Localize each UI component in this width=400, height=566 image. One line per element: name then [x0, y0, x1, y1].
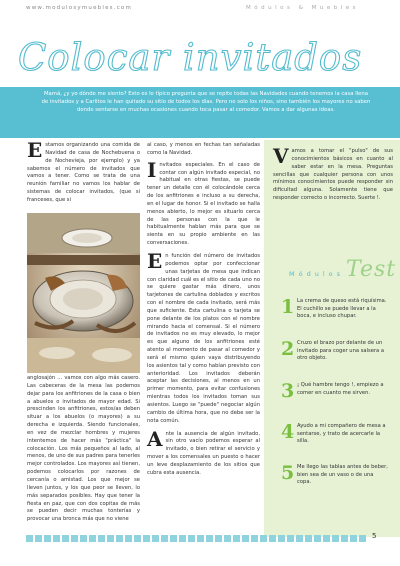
site-url: www.modulosymuebles.com	[26, 5, 133, 11]
column-1-top	[27, 138, 140, 205]
paragraph: anglosajón ... vamos con algo más casero. Las cabeceras de la mesa las podemos dejar para los anfitriones de la casa o bien a abuelos o invitados de mayor edad. Si prescinden los anfitriones, estos/as deben situar a los abuelos (o mayores) a su derecha e izquierda. Siendo funcionales, en vez de mezclar hombres y mujeres intentemos de hacer más "práctica" la colocación. Los más pequeños al lado, al menos, de uno de sus padres para tenerles mejor controlados. Los mayores así tienen, podemos colocarlos por razones de cercanía o amistad. Los que mejor se lleven juntos, y los que peor se lleven, lo más separados posibles. Hay que tener la fiesta en paz, que con dos copitas de más se pueden decir muchas tonterías y provocar una bronca más que no viene	[27, 375, 140, 523]
paragraph: amos a tomar el "pulso" de sus conocimientos básicos en cuanto al saber estar en la mesa. Preguntas sencillas que cualquier persona con unos mínimos conocimientos puede responder sin dificultad alguna. Solamente tiene que responder correcto o incorrecto. Suerte !.	[273, 148, 393, 202]
question-4	[281, 421, 294, 443]
question-3	[281, 380, 294, 402]
column-2	[147, 142, 260, 478]
dropcap: I	[147, 157, 157, 182]
page-number: 5	[372, 532, 377, 540]
dropcap: E	[147, 248, 163, 273]
table-photo	[27, 213, 140, 373]
quiz-section-label: Módulos	[289, 270, 344, 278]
question-number: 5	[281, 462, 295, 484]
question-text: La crema de queso está riquísima. El cuchillo se puede llevar a la boca, e incluso chupar.	[297, 298, 387, 320]
question-text: Cruzo el brazo por delante de un invitado para coger una salsera a otro objeto.	[297, 340, 385, 362]
question-1	[281, 296, 294, 318]
dropcap: E	[27, 138, 43, 162]
intro-text: Mamá, ¿y yo dónde me siento? Esto es lo típico pregunta que se repite todas las Navidades cuando tenemos la casa llena de invitados y a Carlitos le han quitado su sitio de todos los días. Pero no solo los niños, sino también los mayores no saben donde sentarse en muchas ocasiones cuando toca pasar al comedor. Vamos a dar algunas ideas.	[41, 91, 371, 114]
dropcap: V	[273, 144, 289, 168]
paragraph: stamos organizando una comida de Navidad de casa de Nochebuena o de Nochevieja, por ejemplo) y ya sabemos el número de invitados que vamos a tener. Como se trata de una reunión familiar no vamos los hablar de sistemas de colocar invitados, (que si franceses, que si	[27, 142, 140, 203]
quiz-intro	[273, 144, 393, 203]
question-text: Me llego las tablas antes de beber, bien sea de un vaso o de una copa.	[297, 464, 388, 486]
question-number: 1	[281, 296, 295, 318]
dropcap: A	[147, 426, 163, 451]
footer-decoration	[26, 535, 366, 542]
quiz-title: Test	[346, 257, 397, 282]
question-2	[281, 338, 294, 360]
paragraph: n función del número de invitados podemos optar por confeccionar unas tarjetas de mesa que indican con claridad cuál es el sitio de cada uno no se quiere gastar más dinero, unos tarjetones de cartulina doblados y escritos con el nombre de cada invitado, será más que suficiente. Esta cartulina o tarjeta se pone delante de los platos con el nombre mirando hacia el comensal. Si el número de invitados no es muy elevado, lo mejor es que alguno de los anfitriones esté atento al momento de pasar al comedor y será el mismo quien vaya distribuyendo los asientos tal y como habían previsto con anterioridad. Los invitados deberán aceptar las decisiones, al menos en un primer momento, para evitar confusiones mientras todos los invitados toman sus asientos. Luego se "puede" negociar algún cambio de última hora, que no debe ser la nota común.	[147, 252, 260, 424]
intro-banner	[0, 87, 400, 138]
column-1-bottom	[27, 375, 140, 524]
question-text: Ayudo a mi compañero de mesa a sentarse, y trato de acercarle la silla.	[297, 423, 386, 445]
page-title: Colocar invitados	[18, 36, 363, 79]
paragraph: al caso, y menos en fechas tan señaladas como la Navidad.	[147, 142, 260, 156]
table-setting-image	[27, 213, 140, 373]
question-number: 2	[281, 338, 295, 360]
paragraph: nvitados especiales. En el caso de contar con algún invitado especial, no habitual en otras fiestas, se puede tener un detalle con él colocándole cerca de los anfitriones e incluso a su derecha, en el lugar de honor. Si el invitado se halla menos abierto, lo mejor es situarlo cerca de las personas con la que le habitualmente hablan más para que se sienta en su propio ambiente en las conversaciones.	[147, 161, 260, 247]
question-number: 3	[281, 380, 295, 402]
paragraph: nte la ausencia de algún invitado, sin otro vacío podemos esperar al invitado, o bien retirar el servicio y mover a los comensales un puesto o hacer un leve desplazamiento de los sitios que cubra esta ausencia.	[147, 430, 260, 476]
section-name: Módulos & Muebles	[246, 5, 360, 11]
question-number: 4	[281, 421, 295, 443]
question-text: ¡ Qué hambre tengo !, empiezo a comer en cuanto me sirven.	[297, 382, 384, 396]
question-5	[281, 462, 294, 484]
